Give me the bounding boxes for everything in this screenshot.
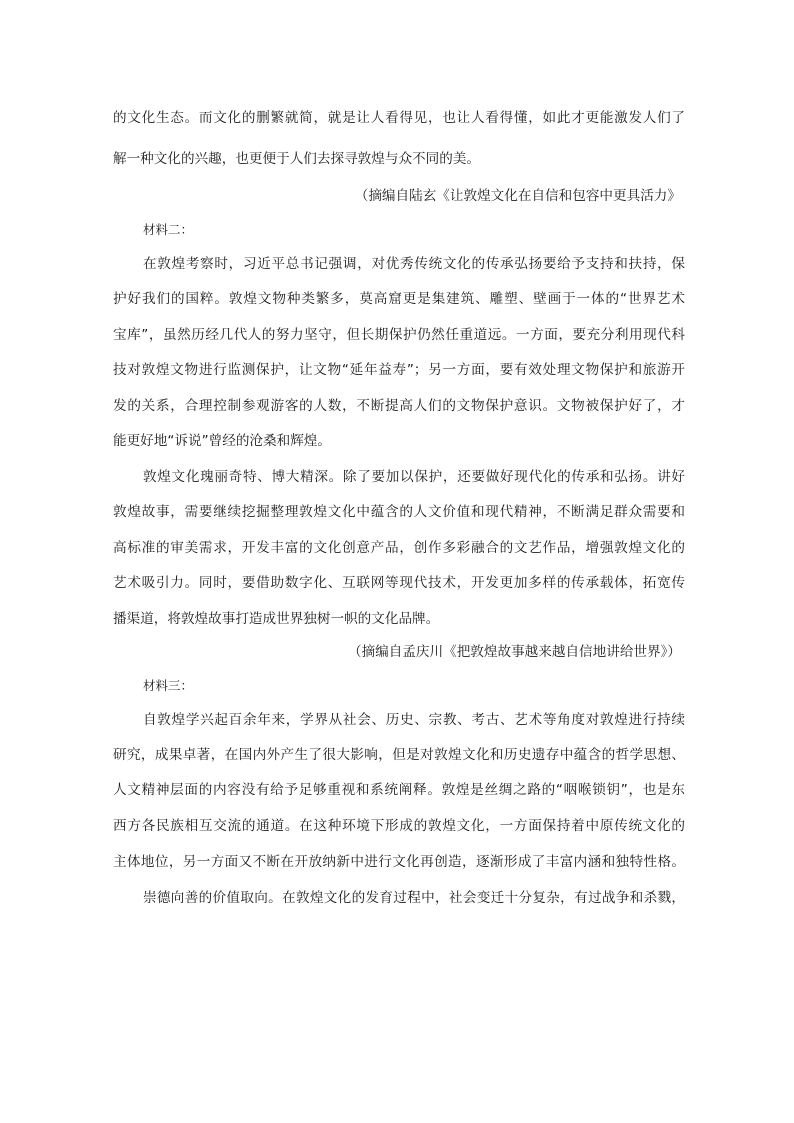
- paragraph-line: 能更好地“诉说”曾经的沧桑和辉煌。: [113, 433, 331, 449]
- paragraph-line: 护好我们的国粹。敦煌文物种类繁多，莫高窟更是集建筑、雕塑、壁画于一体的“世界艺术: [113, 291, 685, 307]
- paragraph-line: 主体地位，另一方面又不断在开放纳新中进行文化再创造，逐渐形成了丰富内涵和独特性格。: [113, 854, 685, 870]
- paragraph-line: 敦煌文化瑰丽奇特、博大精深。除了要加以保护，还要做好现代化的传承和弘扬。讲好: [143, 469, 685, 485]
- paragraph-line: 西方各民族相互交流的通道。在这种环境下形成的敦煌文化，一方面保持着中原传统文化的: [113, 818, 685, 834]
- paragraph-line: 自敦煌学兴起百余年来，学界从社会、历史、宗教、考古、艺术等角度对敦煌进行持续: [143, 712, 685, 728]
- paragraph-line: 研究，成果卓著，在国内外产生了很大影响，但是对敦煌文化和历史遗存中蕴含的哲学思想、: [113, 747, 685, 763]
- paragraph-line: 播渠道，将敦煌故事打造成世界独树一帜的文化品牌。: [113, 611, 440, 627]
- section-heading-material-2: 材料二：: [143, 222, 194, 237]
- source-citation: （摘编自孟庆川《把敦煌故事越来越自信地讲给世界》）: [347, 644, 681, 660]
- source-citation: （摘编自陆玄《让敦煌文化在自信和包容中更具活力》: [354, 188, 681, 204]
- section-heading-material-3: 材料三：: [143, 678, 194, 693]
- paragraph-line: 艺术吸引力。同时，要借助数字化、互联网等现代技术，开发更加多样的传承载体，拓宽传: [113, 575, 685, 591]
- paragraph-line: 敦煌故事，需要继续挖掘整理敦煌文化中蕴含的人文价值和现代精神，不断满足群众需要和: [113, 504, 685, 520]
- paragraph-line: 技对敦煌文物进行监测保护，让文物“延年益寿”；另一方面，要有效处理文物保护和旅游开: [113, 362, 685, 378]
- paragraph-line: 发的关系，合理控制参观游客的人数，不断提高人们的文物保护意识。文物被保护好了，才: [113, 398, 685, 414]
- paragraph-line: 的文化生态。而文化的删繁就简，就是让人看得见，也让人看得懂，如此才更能激发人们了: [113, 110, 685, 126]
- paragraph-line: 宝库”，虽然历经几代人的努力坚守，但长期保护仍然任重道远。一方面，要充分利用现代科: [113, 327, 685, 343]
- paragraph-line: 解一种文化的兴趣，也更便于人们去探寻敦煌与众不同的美。: [113, 151, 481, 167]
- paragraph-line: 崇德向善的价值取向。在敦煌文化的发育过程中，社会变迁十分复杂，有过战争和杀戮，: [143, 890, 685, 906]
- paragraph-line: 人文精神层面的内容没有给予足够重视和系统阐释。敦煌是丝绸之路的“咽喉锁钥”，也是东: [113, 782, 685, 798]
- paragraph-line: 高标准的审美需求，开发丰富的文化创意产品，创作多彩融合的文艺作品，增强敦煌文化的: [113, 540, 685, 556]
- paragraph-line: 在敦煌考察时，习近平总书记强调，对优秀传统文化的传承弘扬要给予支持和扶持，保: [143, 256, 685, 272]
